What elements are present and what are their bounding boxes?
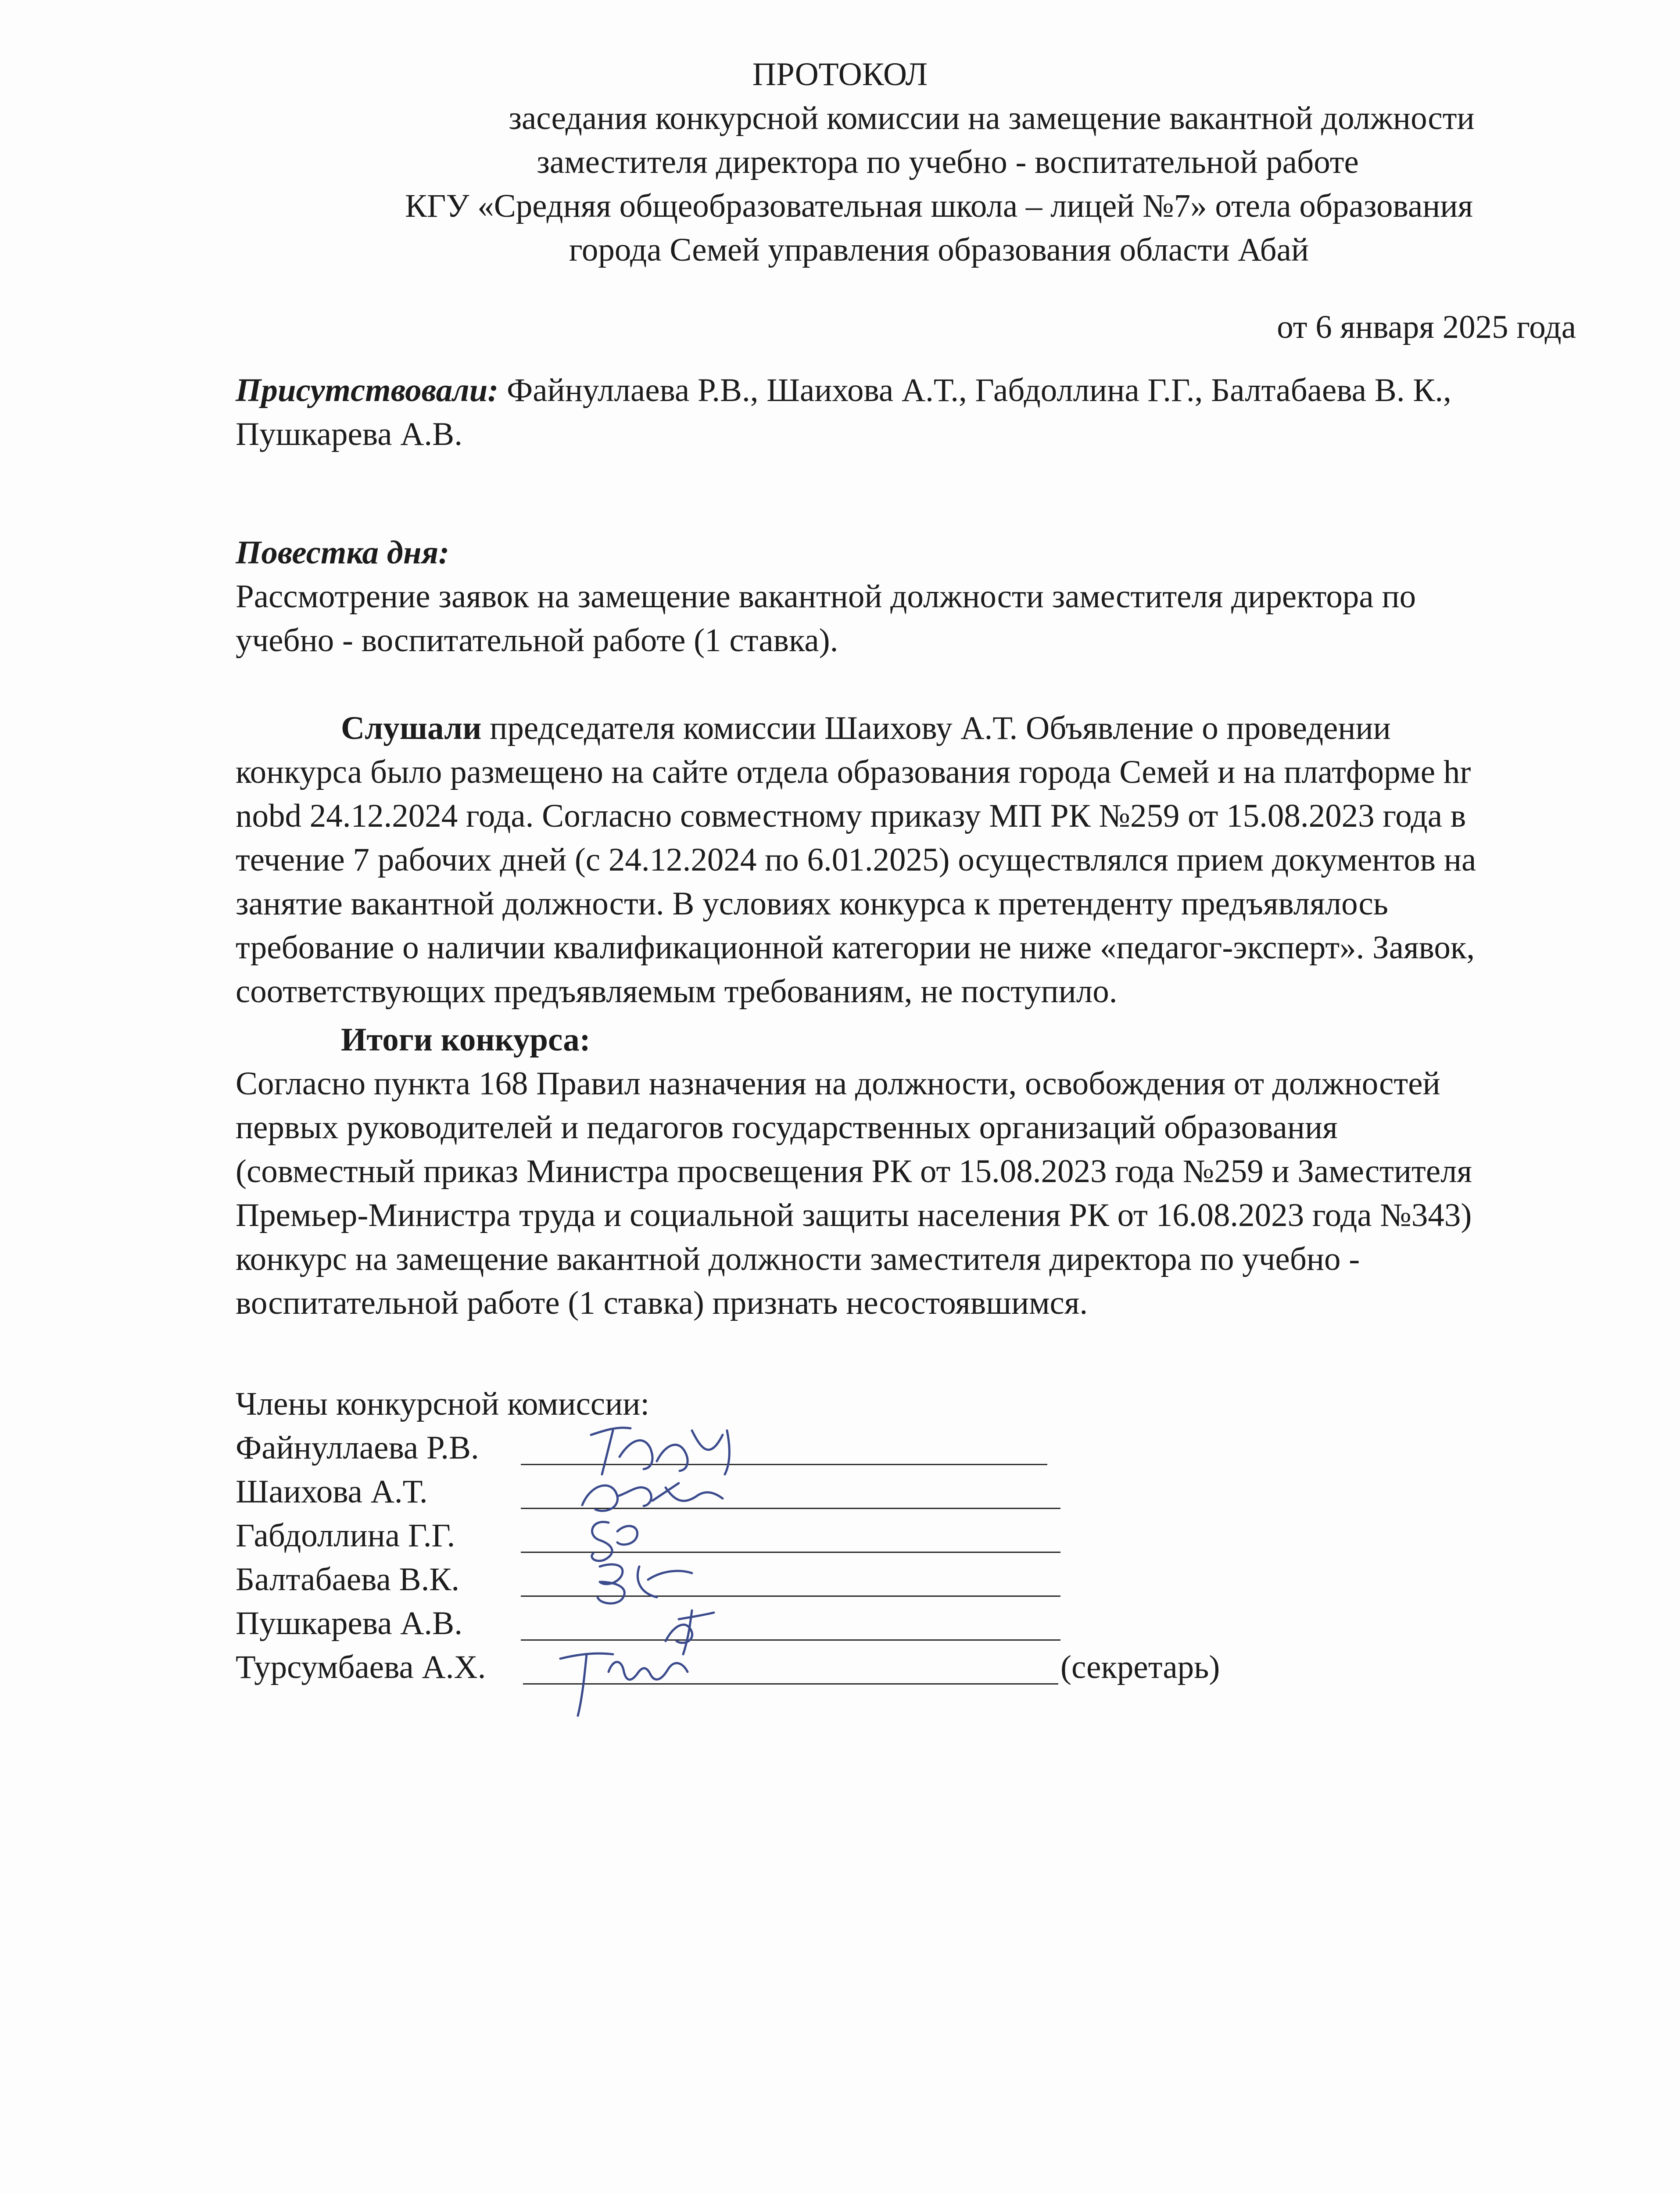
secretary-note: (секретарь): [1060, 1649, 1220, 1685]
subtitle-line: КГУ «Средняя общеобразовательная школа – лицей №7» отела образования: [405, 188, 1473, 224]
present-names: Файнуллаева Р.В., Шаихова А.Т., Габдоллина Г.Г., Балтабаева В. К.,: [498, 372, 1451, 409]
heard-text-line: требование о наличии квалификационной категории не ниже «педагог-эксперт». Заявок,: [236, 929, 1475, 966]
member-name: Файнуллаева Р.В.: [236, 1430, 479, 1466]
commission-label: Члены конкурсной комиссии:: [236, 1386, 650, 1422]
heard-text-line: соответствующих предъявляемым требованиям, не поступило.: [236, 973, 1118, 1010]
protocol-date: от 6 января 2025 года: [1277, 309, 1576, 345]
results-text-line: Премьер-Министра труда и социальной защиты населения РК от 16.08.2023 года №343): [236, 1197, 1472, 1233]
heard-section: [236, 706, 1578, 1014]
present-label: Присутствовали:: [236, 372, 499, 409]
heard-text-line: течение 7 рабочих дней (с 24.12.2024 по 6.01.2025) осуществлялся прием документов на: [236, 842, 1476, 878]
subtitle-line: заместителя директора по учебно - воспитательной работе: [537, 144, 1359, 180]
results-text-line: (совместный приказ Министра просвещения РК от 15.08.2023 года №259 и Заместителя: [236, 1153, 1472, 1190]
heard-text-line: конкурса было размещено на сайте отдела образования города Семей и на платформе hr: [236, 754, 1471, 790]
results-text-line: Согласно пункта 168 Правил назначения на должности, освобождения от должностей: [236, 1065, 1440, 1102]
member-name: Габдоллина Г.Г.: [236, 1517, 455, 1554]
results-text-line: конкурс на замещение вакантной должности заместителя директора по учебно -: [236, 1241, 1360, 1277]
heard-text-line: председателя комиссии Шаихову А.Т. Объявление о проведении: [481, 710, 1391, 746]
heard-text-line: занятие вакантной должности. В условиях конкурса к претенденту предъявлялось: [236, 885, 1388, 922]
agenda-section: [236, 531, 1578, 663]
signature-mark: [543, 1632, 771, 1720]
subtitle-line: города Семей управления образования области Абай: [569, 232, 1309, 268]
agenda-text-cont: учебно - воспитательной работе (1 ставка).: [236, 622, 838, 659]
present-names-cont: Пушкарева А.В.: [236, 416, 462, 452]
member-name: Балтабаева В.К.: [236, 1561, 460, 1598]
heard-text-line: nobd 24.12.2024 года. Согласно совместному приказу МП РК №259 от 15.08.2023 года в: [236, 798, 1466, 834]
results-text-line: воспитательной работе (1 ставка) признать несостоявшимся.: [236, 1285, 1088, 1321]
subtitle-line: заседания конкурсной комиссии на замещение вакантной должности: [509, 100, 1475, 136]
document-subtitle: [395, 97, 1588, 272]
present-section: [236, 369, 1578, 456]
heard-label: Слушали: [341, 710, 482, 746]
agenda-label: Повестка дня:: [236, 534, 450, 571]
member-name: Пушкарева А.В.: [236, 1605, 462, 1642]
member-name: Шаихова А.Т.: [236, 1473, 428, 1510]
results-label: Итоги конкурса:: [341, 1022, 591, 1058]
results-section: [236, 1018, 1578, 1325]
member-name: Турсумбаева А.Х.: [236, 1649, 486, 1685]
agenda-text: Рассмотрение заявок на замещение вакантной должности заместителя директора по: [236, 578, 1416, 615]
document-title: ПРОТОКОЛ: [752, 56, 928, 93]
results-text-line: первых руководителей и педагогов государственных организаций образования: [236, 1109, 1338, 1146]
